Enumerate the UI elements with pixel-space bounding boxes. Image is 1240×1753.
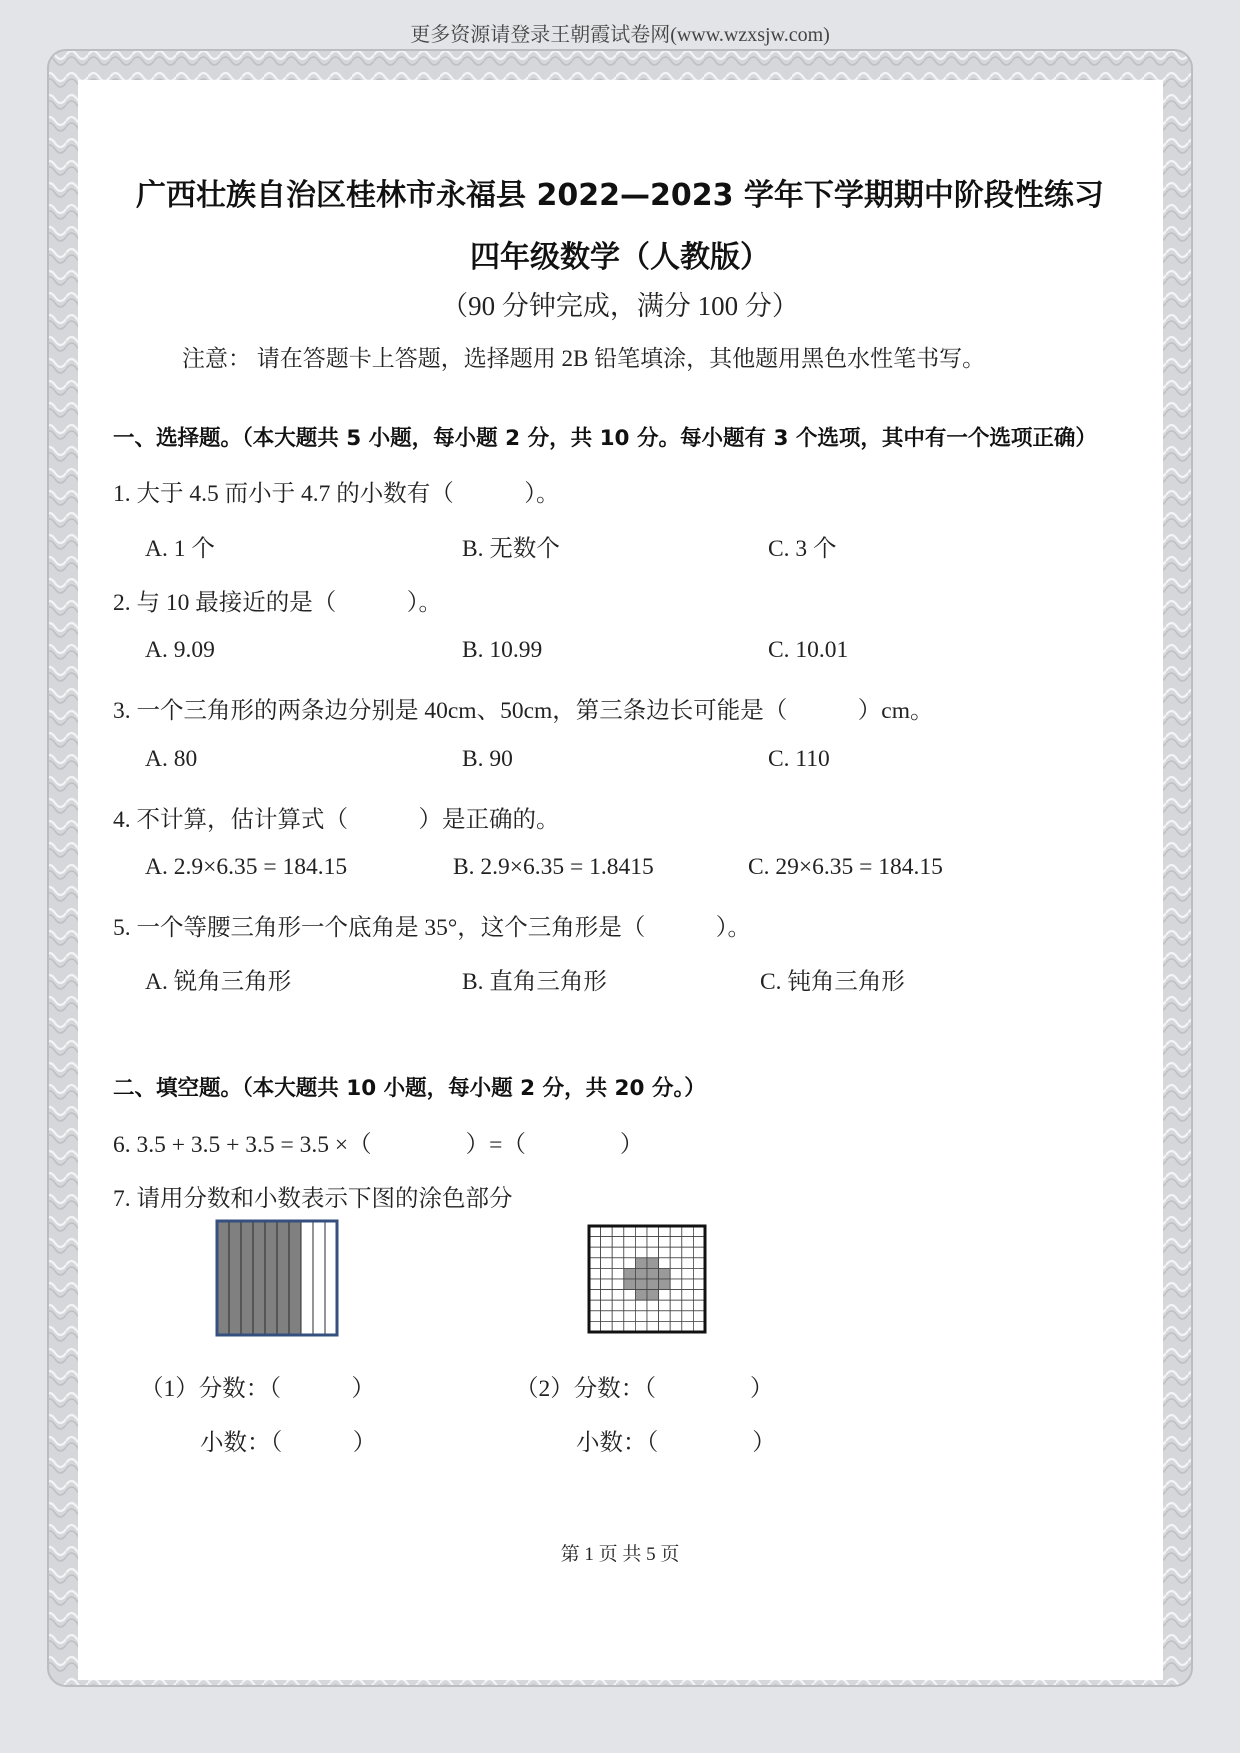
shaded-cell (659, 1279, 671, 1290)
exam-title: 广西壮族自治区桂林市永福县 2022—2023 学年下学期期中阶段性练习 (136, 178, 1104, 213)
grid-cell (659, 1290, 671, 1301)
q4-option-a: A. 2.9×6.35 = 184.15 (145, 854, 348, 880)
grid-cell (693, 1237, 705, 1248)
grid-cell (682, 1279, 694, 1290)
grid-cell (612, 1247, 624, 1258)
grid-cell (601, 1321, 613, 1332)
grid-cell (635, 1300, 647, 1311)
page-number: 第 1 页 共 5 页 (560, 1544, 680, 1565)
section1-heading: 一、选择题。（本大题共 5 小题，每小题 2 分，共 10 分。每小题有 3 个选项，其中有一个选项正确） (113, 426, 1097, 451)
grid-cell (659, 1226, 671, 1237)
grid-cell (635, 1311, 647, 1322)
blank-strip (301, 1221, 313, 1335)
grid-cell (601, 1247, 613, 1258)
shaded-cell (635, 1290, 647, 1301)
grid-cell (624, 1226, 636, 1237)
q5-option-a: A. 锐角三角形 (145, 969, 292, 995)
q3-option-a: A. 80 (145, 746, 198, 772)
shaded-cell (647, 1290, 659, 1301)
grid-cell (624, 1237, 636, 1248)
q7-2-fraction-label: （2）分数：（ ） (515, 1376, 774, 1402)
grid-cell (601, 1290, 613, 1301)
q3-option-b: B. 90 (462, 746, 513, 772)
grid-cell (682, 1311, 694, 1322)
grid-cell (693, 1268, 705, 1279)
grid-cell (624, 1290, 636, 1301)
grid-cell (624, 1258, 636, 1269)
grid-cell (693, 1300, 705, 1311)
grid-cell (612, 1290, 624, 1301)
grid-cell (682, 1290, 694, 1301)
grid-cell (659, 1247, 671, 1258)
grid-cell (659, 1258, 671, 1269)
shaded-cell (635, 1279, 647, 1290)
shaded-cell (624, 1279, 636, 1290)
grid-cell (635, 1247, 647, 1258)
grid-cell (601, 1237, 613, 1248)
exam-subtitle: 四年级数学（人教版） (470, 240, 770, 275)
grid-cell (601, 1268, 613, 1279)
grid-cell (647, 1237, 659, 1248)
shaded-strip (217, 1221, 229, 1335)
shaded-strip (253, 1221, 265, 1335)
shaded-strip (277, 1221, 289, 1335)
grid-cell (624, 1321, 636, 1332)
grid-cell (659, 1237, 671, 1248)
q5-option-b: B. 直角三角形 (462, 969, 607, 995)
q4-option-c: C. 29×6.35 = 184.15 (748, 854, 943, 880)
grid-cell (612, 1321, 624, 1332)
q5-option-c: C. 钝角三角形 (760, 969, 905, 995)
grid-cell (589, 1290, 601, 1301)
grid-cell (612, 1237, 624, 1248)
section2-heading: 二、填空题。（本大题共 10 小题，每小题 2 分，共 20 分。） (113, 1076, 706, 1101)
grid-cell (612, 1279, 624, 1290)
grid-cell (647, 1247, 659, 1258)
question-2: 2. 与 10 最接近的是（ ）。 (113, 590, 442, 616)
shaded-strip (289, 1221, 301, 1335)
grid-cell (659, 1300, 671, 1311)
grid-cell (647, 1226, 659, 1237)
grid-cell (612, 1300, 624, 1311)
shaded-strip (229, 1221, 241, 1335)
q7-1-decimal-label: 小数：（ ） (200, 1430, 377, 1456)
grid-cell (693, 1311, 705, 1322)
grid-cell (647, 1321, 659, 1332)
grid-cell (612, 1311, 624, 1322)
grid-cell (682, 1300, 694, 1311)
grid-cell (693, 1258, 705, 1269)
grid-cell (647, 1300, 659, 1311)
grid-cell (589, 1268, 601, 1279)
grid-cell (659, 1321, 671, 1332)
grid-cell (670, 1226, 682, 1237)
grid-cell (635, 1321, 647, 1332)
blank-strip (313, 1221, 325, 1335)
grid-cell (612, 1268, 624, 1279)
grid-cell (670, 1290, 682, 1301)
grid-cell (589, 1300, 601, 1311)
grid-cell (589, 1311, 601, 1322)
grid-cell (601, 1300, 613, 1311)
question-1: 1. 大于 4.5 而小于 4.7 的小数有（ ）。 (113, 481, 560, 507)
grid-cell (589, 1237, 601, 1248)
grid-cell (601, 1279, 613, 1290)
shaded-cell (647, 1258, 659, 1269)
grid-cell (659, 1311, 671, 1322)
grid-cell (589, 1247, 601, 1258)
question-3: 3. 一个三角形的两条边分别是 40cm、50cm，第三条边长可能是（ ）cm。 (113, 698, 934, 724)
grid-cell (670, 1311, 682, 1322)
grid-cell (601, 1226, 613, 1237)
grid-cell (589, 1279, 601, 1290)
grid-cell (589, 1226, 601, 1237)
grid-cell (682, 1321, 694, 1332)
grid-cell (693, 1247, 705, 1258)
grid-cell (670, 1247, 682, 1258)
grid-cell (670, 1279, 682, 1290)
grid-cell (670, 1268, 682, 1279)
exam-notice: 注意： 请在答题卡上答题，选择题用 2B 铅笔填涂，其他题用黑色水性笔书写。 (182, 346, 986, 371)
question-6: 6. 3.5 + 3.5 + 3.5 = 3.5 ×（ ）=（ ） (113, 1132, 644, 1158)
grid-cell (682, 1258, 694, 1269)
grid-cell (693, 1226, 705, 1237)
q3-option-c: C. 110 (768, 746, 830, 772)
grid-cell (624, 1311, 636, 1322)
grid-cell (589, 1321, 601, 1332)
shaded-cell (624, 1268, 636, 1279)
q7-2-decimal-label: 小数：（ ） (576, 1430, 776, 1456)
q7-figure-2-grid (586, 1223, 708, 1335)
grid-cell (589, 1258, 601, 1269)
grid-cell (693, 1321, 705, 1332)
grid-cell (682, 1247, 694, 1258)
q7-figure-1-strips (214, 1218, 340, 1338)
q2-option-b: B. 10.99 (462, 637, 543, 663)
grid-cell (682, 1226, 694, 1237)
grid-cell (670, 1300, 682, 1311)
grid-cell (624, 1247, 636, 1258)
shaded-cell (647, 1279, 659, 1290)
shaded-cell (635, 1268, 647, 1279)
grid-cell (693, 1290, 705, 1301)
shaded-cell (659, 1268, 671, 1279)
q7-1-fraction-label: （1）分数：（ ） (140, 1376, 375, 1402)
q4-option-b: B. 2.9×6.35 = 1.8415 (453, 854, 654, 880)
q1-option-c: C. 3 个 (768, 536, 837, 562)
grid-cell (670, 1321, 682, 1332)
site-banner: 更多资源请登录王朝霞试卷网(www.wzxsjw.com) (410, 24, 830, 46)
grid-cell (670, 1237, 682, 1248)
shaded-strip (241, 1221, 253, 1335)
question-4: 4. 不计算，估计算式（ ）是正确的。 (113, 807, 560, 833)
shaded-strip (265, 1221, 277, 1335)
grid-cell (601, 1258, 613, 1269)
exam-time-note: （90 分钟完成，满分 100 分） (441, 291, 799, 321)
grid-cell (693, 1279, 705, 1290)
q2-option-c: C. 10.01 (768, 637, 849, 663)
shaded-cell (647, 1268, 659, 1279)
grid-cell (601, 1311, 613, 1322)
grid-cell (682, 1268, 694, 1279)
grid-cell (612, 1226, 624, 1237)
q1-option-b: B. 无数个 (462, 536, 560, 562)
grid-cell (670, 1258, 682, 1269)
q1-option-a: A. 1 个 (145, 536, 215, 562)
blank-strip (325, 1221, 337, 1335)
grid-cell (635, 1226, 647, 1237)
question-5: 5. 一个等腰三角形一个底角是 35°，这个三角形是（ ）。 (113, 915, 752, 941)
grid-cell (624, 1300, 636, 1311)
q2-option-a: A. 9.09 (145, 637, 215, 663)
grid-cell (647, 1311, 659, 1322)
grid-cell (682, 1237, 694, 1248)
question-7: 7. 请用分数和小数表示下图的涂色部分 (113, 1186, 513, 1212)
grid-cell (612, 1258, 624, 1269)
grid-cell (635, 1237, 647, 1248)
shaded-cell (635, 1258, 647, 1269)
